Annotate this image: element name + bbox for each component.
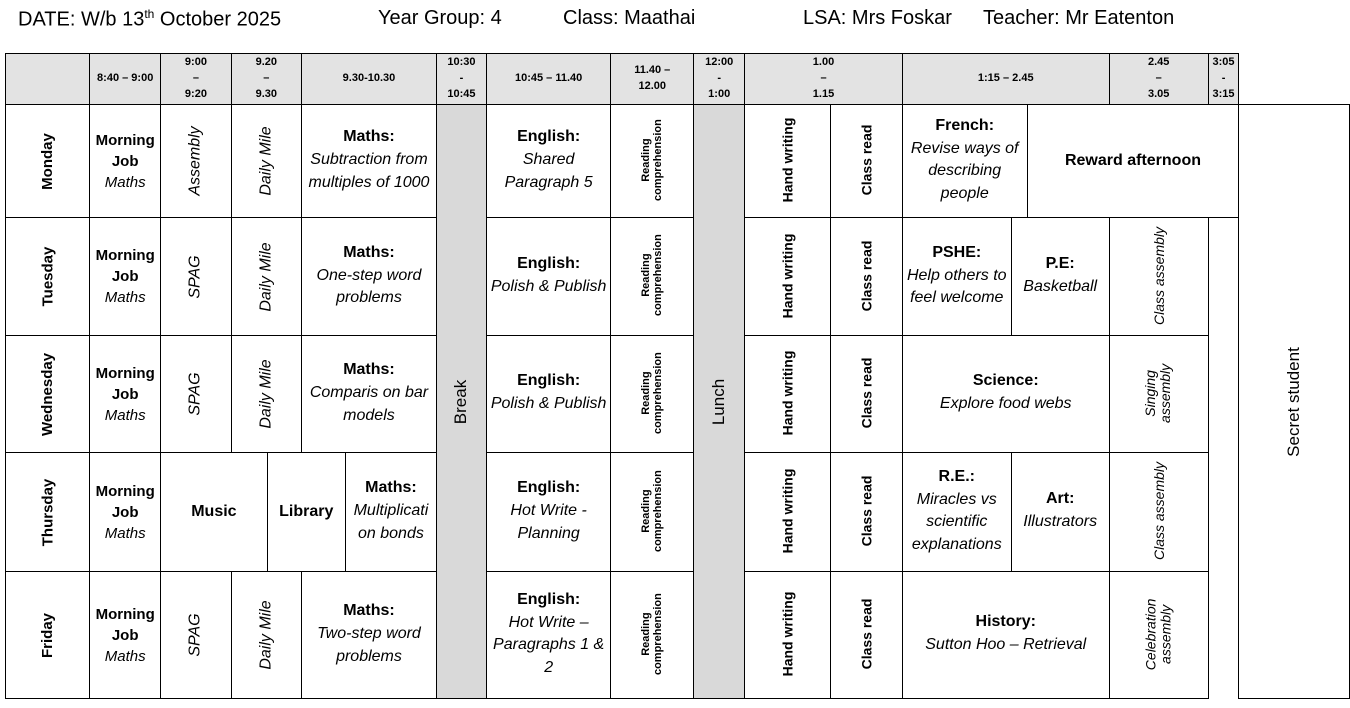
reading-comprehension-cell: Reading comprehension [611, 105, 694, 218]
history-cell: History: Sutton Hoo – Retrieval [902, 572, 1109, 699]
time-slot: 10:30 - 10:45 [436, 54, 486, 105]
pe-cell: P.E: Basketball [1011, 218, 1109, 336]
handwriting-cell: Hand writing [745, 218, 831, 336]
maths-cell: Maths: Comparis on bar models [301, 336, 436, 453]
class-read-cell: Class read [830, 453, 902, 572]
day-row-monday [6, 105, 1350, 218]
re-cell: R.E.: Miracles vs scientific explanations [902, 453, 1011, 572]
class-read-cell: Class read [830, 336, 902, 453]
handwriting-cell: Hand writing [745, 572, 831, 699]
day-label: Tuesday [6, 218, 90, 336]
assembly-cell: Assembly [161, 105, 231, 218]
library-cell: Library [267, 453, 345, 572]
morning-job-cell: Morning Job Maths [90, 105, 161, 218]
day-row-wednesday [6, 336, 1350, 453]
day-row-friday [6, 572, 1350, 699]
day-label: Wednesday [6, 336, 90, 453]
music-cell: Music [161, 453, 267, 572]
maths-cell: Maths: Multiplicati on bonds [345, 453, 436, 572]
year-group: Year Group: 4 [378, 7, 502, 29]
reward-afternoon-cell: Reward afternoon [1027, 105, 1239, 218]
english-cell: English: Polish & Publish [487, 336, 611, 453]
celebration-assembly-cell: Celebration assembly [1109, 572, 1208, 699]
lsa: LSA: Mrs Foskar [803, 7, 952, 29]
class-name: Class: Maathai [563, 7, 696, 29]
art-cell: Art: Illustrators [1011, 453, 1109, 572]
morning-job-cell: Morning Job Maths [90, 572, 161, 699]
english-cell: English: Hot Write - Planning [487, 453, 611, 572]
time-slot: 1.00 – 1.15 [745, 54, 903, 105]
time-slot: 2.45 – 3.05 [1109, 54, 1208, 105]
reading-comprehension-cell: Reading comprehension [611, 336, 694, 453]
day-label: Monday [6, 105, 90, 218]
reading-comprehension-cell: Reading comprehension [611, 453, 694, 572]
date-ordinal: th [144, 7, 155, 21]
spag-cell: SPAG [161, 218, 231, 336]
day-label: Friday [6, 572, 90, 699]
singing-assembly-cell: Singing assembly [1109, 336, 1208, 453]
time-slot: 1:15 – 2.45 [902, 54, 1109, 105]
maths-cell: Maths: One-step word problems [301, 218, 436, 336]
science-cell: Science: Explore food webs [902, 336, 1109, 453]
english-cell: English: Shared Paragraph 5 [487, 105, 611, 218]
class-assembly-cell: Class assembly [1109, 218, 1208, 336]
daily-mile-cell: Daily Mile [231, 105, 301, 218]
handwriting-cell: Hand writing [745, 105, 831, 218]
maths-cell: Maths: Subtraction from multiples of 1000 [301, 105, 436, 218]
header [0, 0, 1350, 38]
corner-cell [6, 54, 90, 105]
time-slot: 3:05 - 3:15 [1208, 54, 1239, 105]
english-cell: English: Polish & Publish [487, 218, 611, 336]
daily-mile-cell: Daily Mile [231, 218, 301, 336]
french-cell: French: Revise ways of describing people [902, 105, 1027, 218]
day-label: Thursday [6, 453, 90, 572]
spag-cell: SPAG [161, 336, 231, 453]
lunch-cell: Lunch [694, 105, 745, 699]
reading-comprehension-cell: Reading comprehension [611, 218, 694, 336]
class-assembly-cell: Class assembly [1109, 453, 1208, 572]
morning-job-cell: Morning Job Maths [90, 218, 161, 336]
spag-cell: SPAG [161, 572, 231, 699]
class-read-cell: Class read [830, 572, 902, 699]
time-slot: 10:45 – 11.40 [487, 54, 611, 105]
time-slot: 12:00 - 1:00 [694, 54, 745, 105]
break-cell: Break [436, 105, 486, 699]
secret-student-cell: Secret student [1239, 105, 1350, 699]
time-slot: 9.30-10.30 [301, 54, 436, 105]
handwriting-cell: Hand writing [745, 453, 831, 572]
morning-job-cell: Morning Job Maths [90, 336, 161, 453]
time-slot: 9.20 – 9.30 [231, 54, 301, 105]
class-read-cell: Class read [830, 218, 902, 336]
time-slot: 8:40 – 9:00 [90, 54, 161, 105]
timetable [5, 53, 1350, 699]
english-cell: English: Hot Write – Paragraphs 1 & 2 [487, 572, 611, 699]
day-row-tuesday [6, 218, 1350, 336]
time-slot: 9:00 – 9:20 [161, 54, 231, 105]
pshe-cell: PSHE: Help others to feel welcome [902, 218, 1011, 336]
teacher: Teacher: Mr Eatenton [983, 7, 1175, 29]
day-row-thursday [6, 453, 1350, 572]
reading-comprehension-cell: Reading comprehension [611, 572, 694, 699]
daily-mile-cell: Daily Mile [231, 336, 301, 453]
handwriting-cell: Hand writing [745, 336, 831, 453]
date-label: DATE: W/b 13th October 2025 [18, 7, 282, 31]
time-slot: 11.40 – 12.00 [611, 54, 694, 105]
class-read-cell: Class read [830, 105, 902, 218]
maths-cell: Maths: Two-step word problems [301, 572, 436, 699]
morning-job-cell: Morning Job Maths [90, 453, 161, 572]
time-row [6, 54, 1350, 105]
daily-mile-cell: Daily Mile [231, 572, 301, 699]
